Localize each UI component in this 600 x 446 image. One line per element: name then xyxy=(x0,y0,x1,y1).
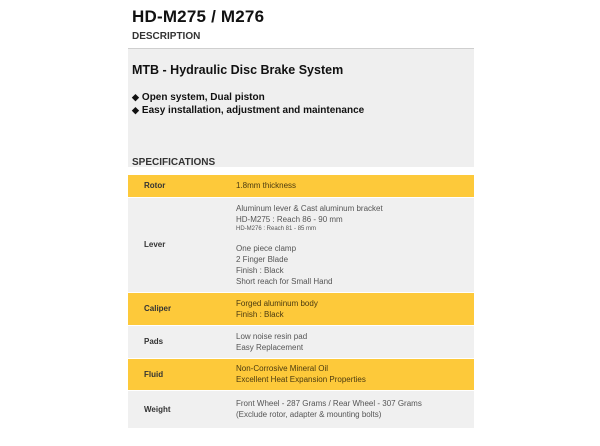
spec-label: Pads xyxy=(128,325,236,358)
spec-label: Lever xyxy=(128,197,236,292)
spec-label: Fluid xyxy=(128,358,236,390)
spec-row-rotor xyxy=(128,175,474,197)
feature-item: ◆ Open system, Dual piston xyxy=(132,92,265,103)
feature-list xyxy=(132,91,364,117)
product-line: MTB - Hydraulic Disc Brake System xyxy=(132,63,344,77)
description-heading: DESCRIPTION xyxy=(132,31,201,42)
spec-row-lever xyxy=(128,197,474,292)
page-title: HD-M275 / M276 xyxy=(132,7,265,26)
spec-row-caliper xyxy=(128,292,474,325)
specifications-heading: SPECIFICATIONS xyxy=(132,157,216,168)
spec-label: Caliper xyxy=(128,292,236,325)
spec-row-pads xyxy=(128,325,474,358)
spec-value: Non-Corrosive Mineral Oil Excellent Heat Expansion Properties xyxy=(236,358,474,390)
feature-item: ◆ Easy installation, adjustment and maintenance xyxy=(132,105,365,116)
spec-value: Aluminum lever & Cast aluminum bracket HD-M275 : Reach 86 - 90 mm HD-M276 : Reach 81 - 85 mm One piece clamp 2 Finger Blade Finish : Black Short reach for Small Hand xyxy=(236,197,474,292)
spec-label: Rotor xyxy=(128,175,236,197)
spec-row-weight xyxy=(128,390,474,428)
diamond-bullet-icon: ◆ xyxy=(132,105,139,115)
spec-value: Low noise resin pad Easy Replacement xyxy=(236,325,474,358)
diamond-bullet-icon: ◆ xyxy=(132,92,139,102)
specifications-table xyxy=(128,175,474,429)
spec-value: 1.8mm thickness xyxy=(236,175,474,197)
spec-value: Forged aluminum body Finish : Black xyxy=(236,292,474,325)
spec-label: Weight xyxy=(128,390,236,428)
spec-value: Front Wheel - 287 Grams / Rear Wheel - 307 Grams (Exclude rotor, adapter & mounting bolts) xyxy=(236,390,474,428)
spec-row-fluid xyxy=(128,358,474,390)
